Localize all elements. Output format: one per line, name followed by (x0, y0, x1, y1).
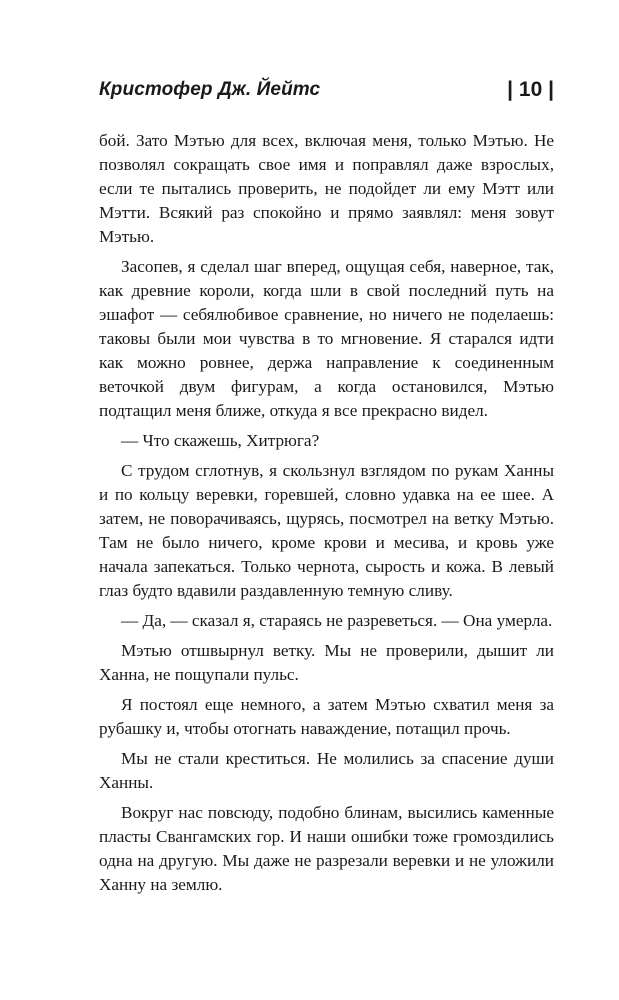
running-header (99, 78, 554, 118)
paragraph: Вокруг нас повсюду, подобно блинам, высились каменные пласты Свангамских гор. И наши ошибки тоже громоздились одна на другую. Мы даже не разрезали веревки и не уложили Ханну на землю. (99, 803, 554, 894)
paragraph-continuation: бой. Зато Мэтью для всех, включая меня, только Мэтью. Не позволял сокращать свое имя и поправлял даже взрослых, если те пытались проверить, не подойдет ли ему Мэтт или Мэтти. Всякий раз спокойно и прямо заявлял: меня зовут Мэтью. (99, 131, 554, 246)
page-number-left-bar: | (507, 78, 514, 101)
paragraph: С трудом сглотнув, я скользнул взглядом по рукам Ханны и по кольцу веревки, горевшей, словно удавка на ее шее. А затем, не поворачиваясь, щурясь, посмотрел на ветку Мэтью. Там не было ничего, кроме крови и месива, и кровь уже начала запекаться. Только чернота, сырость и кожа. В левый глаз будто вдавили раздавленную темную сливу. (99, 461, 554, 600)
running-title: Кристофер Дж. Йейтс (99, 79, 321, 100)
dialogue-line: — Что скажешь, Хитрюга? (121, 431, 320, 450)
paragraph: Я постоял еще немного, а затем Мэтью схватил меня за рубашку и, чтобы отогнать наваждение, потащил прочь. (99, 695, 554, 738)
page-number: 10 (518, 78, 543, 101)
dialogue-line: — Да, — сказал я, стараясь не разреветься. — Она умерла. (121, 611, 553, 630)
book-page (99, 78, 554, 894)
paragraph: Мы не стали креститься. Не молились за спасение души Ханны. (99, 749, 554, 792)
page-number-block (507, 78, 554, 102)
page-number-right-bar: | (548, 78, 554, 101)
body-text (99, 129, 554, 903)
paragraph: Мэтью отшвырнул ветку. Мы не проверили, дышит ли Ханна, не пощупали пульс. (99, 641, 554, 684)
paragraph: Засопев, я сделал шаг вперед, ощущая себя, наверное, так, как древние короли, когда шли в свой последний путь на эшафот — себялюбивое сравнение, но ничего не поделаешь: таковы были мои чувства в то мгновение. Я старался идти как можно ровнее, держа направление к соединенным веточкой двум фигурам, а когда остановился, Мэтью подтащил меня ближе, откуда я все прекрасно видел. (99, 257, 554, 420)
